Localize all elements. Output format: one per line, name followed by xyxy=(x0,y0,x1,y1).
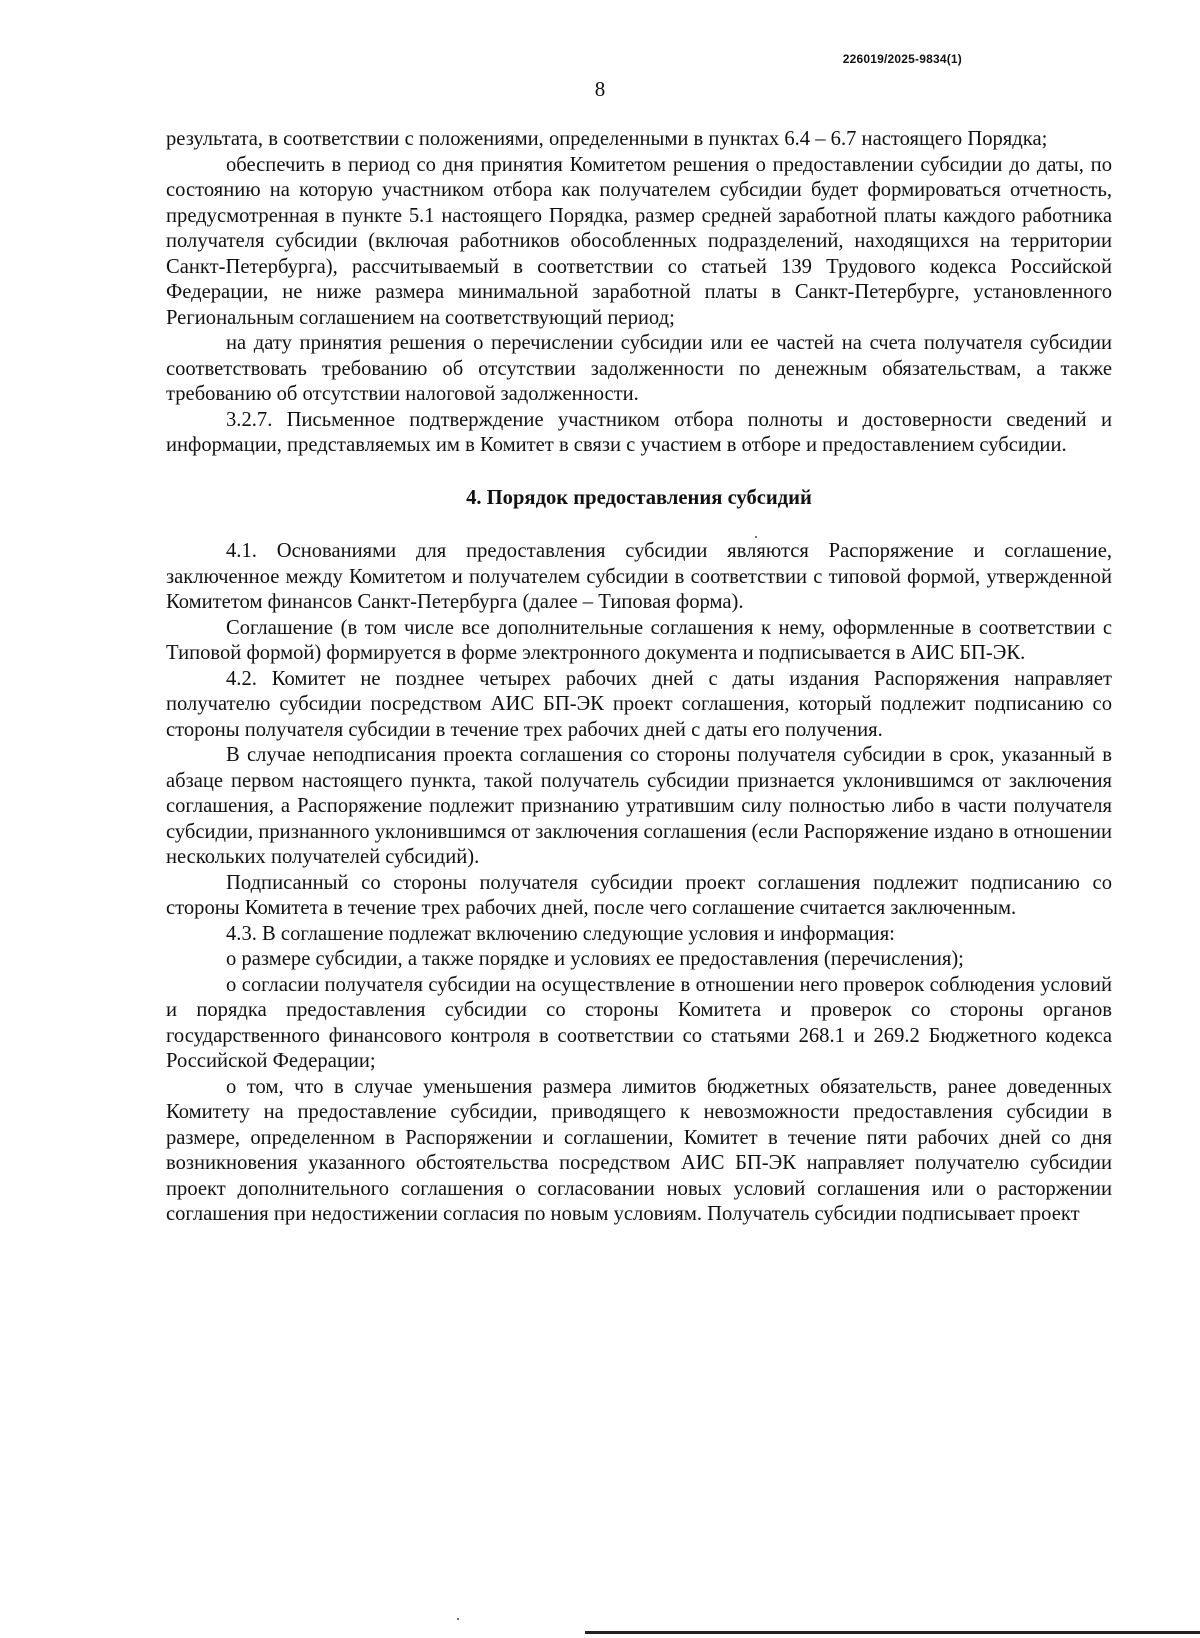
section-heading: 4. Порядок предоставления субсидий xyxy=(466,486,812,509)
paragraph: Подписанный со стороны получателя субсидии проект соглашения подлежит подписанию со стороны Комитета в течение трех рабочих дней, после чего соглашение считается заключенным. xyxy=(166,871,1112,919)
paragraph: 4.2. Комитет не позднее четырех рабочих дней с даты издания Распоряжения направляет получателю субсидии посредством АИС БП-ЭК проект соглашения, который подлежит подписанию со стороны получателя субсидии в течение трех рабочих дней с даты его получения. xyxy=(166,667,1112,741)
paragraph: 3.2.7. Письменное подтверждение участником отбора полноты и достоверности сведений и информации, представляемых им в Комитет в связи с участием в отборе и предоставлением субсидии. xyxy=(166,408,1112,456)
paragraph: результата, в соответствии с положениями, определенными в пунктах 6.4 – 6.7 настоящего Порядка; xyxy=(166,128,1048,150)
paragraph: Соглашение (в том числе все дополнительные соглашения к нему, оформленные в соответствии с Типовой формой) формируется в форме электронного документа и подписывается в АИС БП-ЭК. xyxy=(166,616,1112,664)
paragraph: В случае неподписания проекта соглашения со стороны получателя субсидии в срок, указанный в абзаце первом настоящего пункта, такой получатель субсидии признается уклонившимся от заключения соглашения, а Распоряжение подлежит признанию утратившим силу полностью либо в части получателя субсидии, признанного уклонившимся от заключения соглашения (если Распоряжение издано в отношении нескольких получателей субсидий). xyxy=(166,744,1112,868)
document-number: 226019/2025-9834(1) xyxy=(842,52,962,66)
paragraph: 4.3. В соглашение подлежат включению следующие условия и информация: xyxy=(226,922,895,945)
scan-speck xyxy=(457,1618,459,1620)
paragraph: обеспечить в период со дня принятия Комитетом решения о предоставлении субсидии до даты, по состоянию на которую участником отбора как получателем субсидии будет формироваться отчетность, предусмотренная в пункте 5.1 настоящего Порядка, размер средней заработной платы каждого работника получателя субсидии (включая работников обособленных подразделений, находящихся на территории Санкт-Петербурга), рассчитываемый в соответствии со статьей 139 Трудового кодекса Российской Федерации, не ниже размера минимальной заработной платы в Санкт-Петербурге, установленного Региональным соглашением на соответствующий период; xyxy=(166,153,1112,329)
page-number: 8 xyxy=(594,77,606,101)
scan-speck xyxy=(755,536,757,538)
document-body xyxy=(166,127,1112,1228)
scan-edge-line xyxy=(585,1631,1200,1634)
paragraph: 4.1. Основаниями для предоставления субсидии являются Распоряжение и соглашение, заключенное между Комитетом и получателем субсидии в соответствии с типовой формой, утвержденной Комитетом финансов Санкт-Петербурга (далее – Типовая форма). xyxy=(166,540,1112,613)
paragraph: на дату принятия решения о перечислении субсидии или ее частей на счета получателя субсидии соответствовать требованию об отсутствии задолженности по денежным обязательствам, а также требованию об отсутствии налоговой задолженности. xyxy=(166,332,1112,405)
paragraph: о согласии получателя субсидии на осуществление в отношении него проверок соблюдения условий и порядка предоставления субсидии со стороны Комитета и проверок со стороны органов государственного финансового контроля в соответствии со статьями 268.1 и 269.2 Бюджетного кодекса Российской Федерации; xyxy=(166,973,1112,1072)
paragraph: о размере субсидии, а также порядке и условиях ее предоставления (перечисления); xyxy=(226,948,964,970)
paragraph: о том, что в случае уменьшения размера лимитов бюджетных обязательств, ранее доведенных Комитету на предоставление субсидии, приводящего к невозможности предоставления субсидии в размере, определенном в Распоряжении и соглашении, Комитет в течение пяти рабочих дней со дня возникновения указанного обстоятельства посредством АИС БП-ЭК направляет получателю субсидии проект дополнительного соглашения о согласовании новых условий соглашения или о расторжении соглашения при недостижении согласия по новым условиям. Получатель субсидии подписывает проект xyxy=(166,1075,1112,1225)
